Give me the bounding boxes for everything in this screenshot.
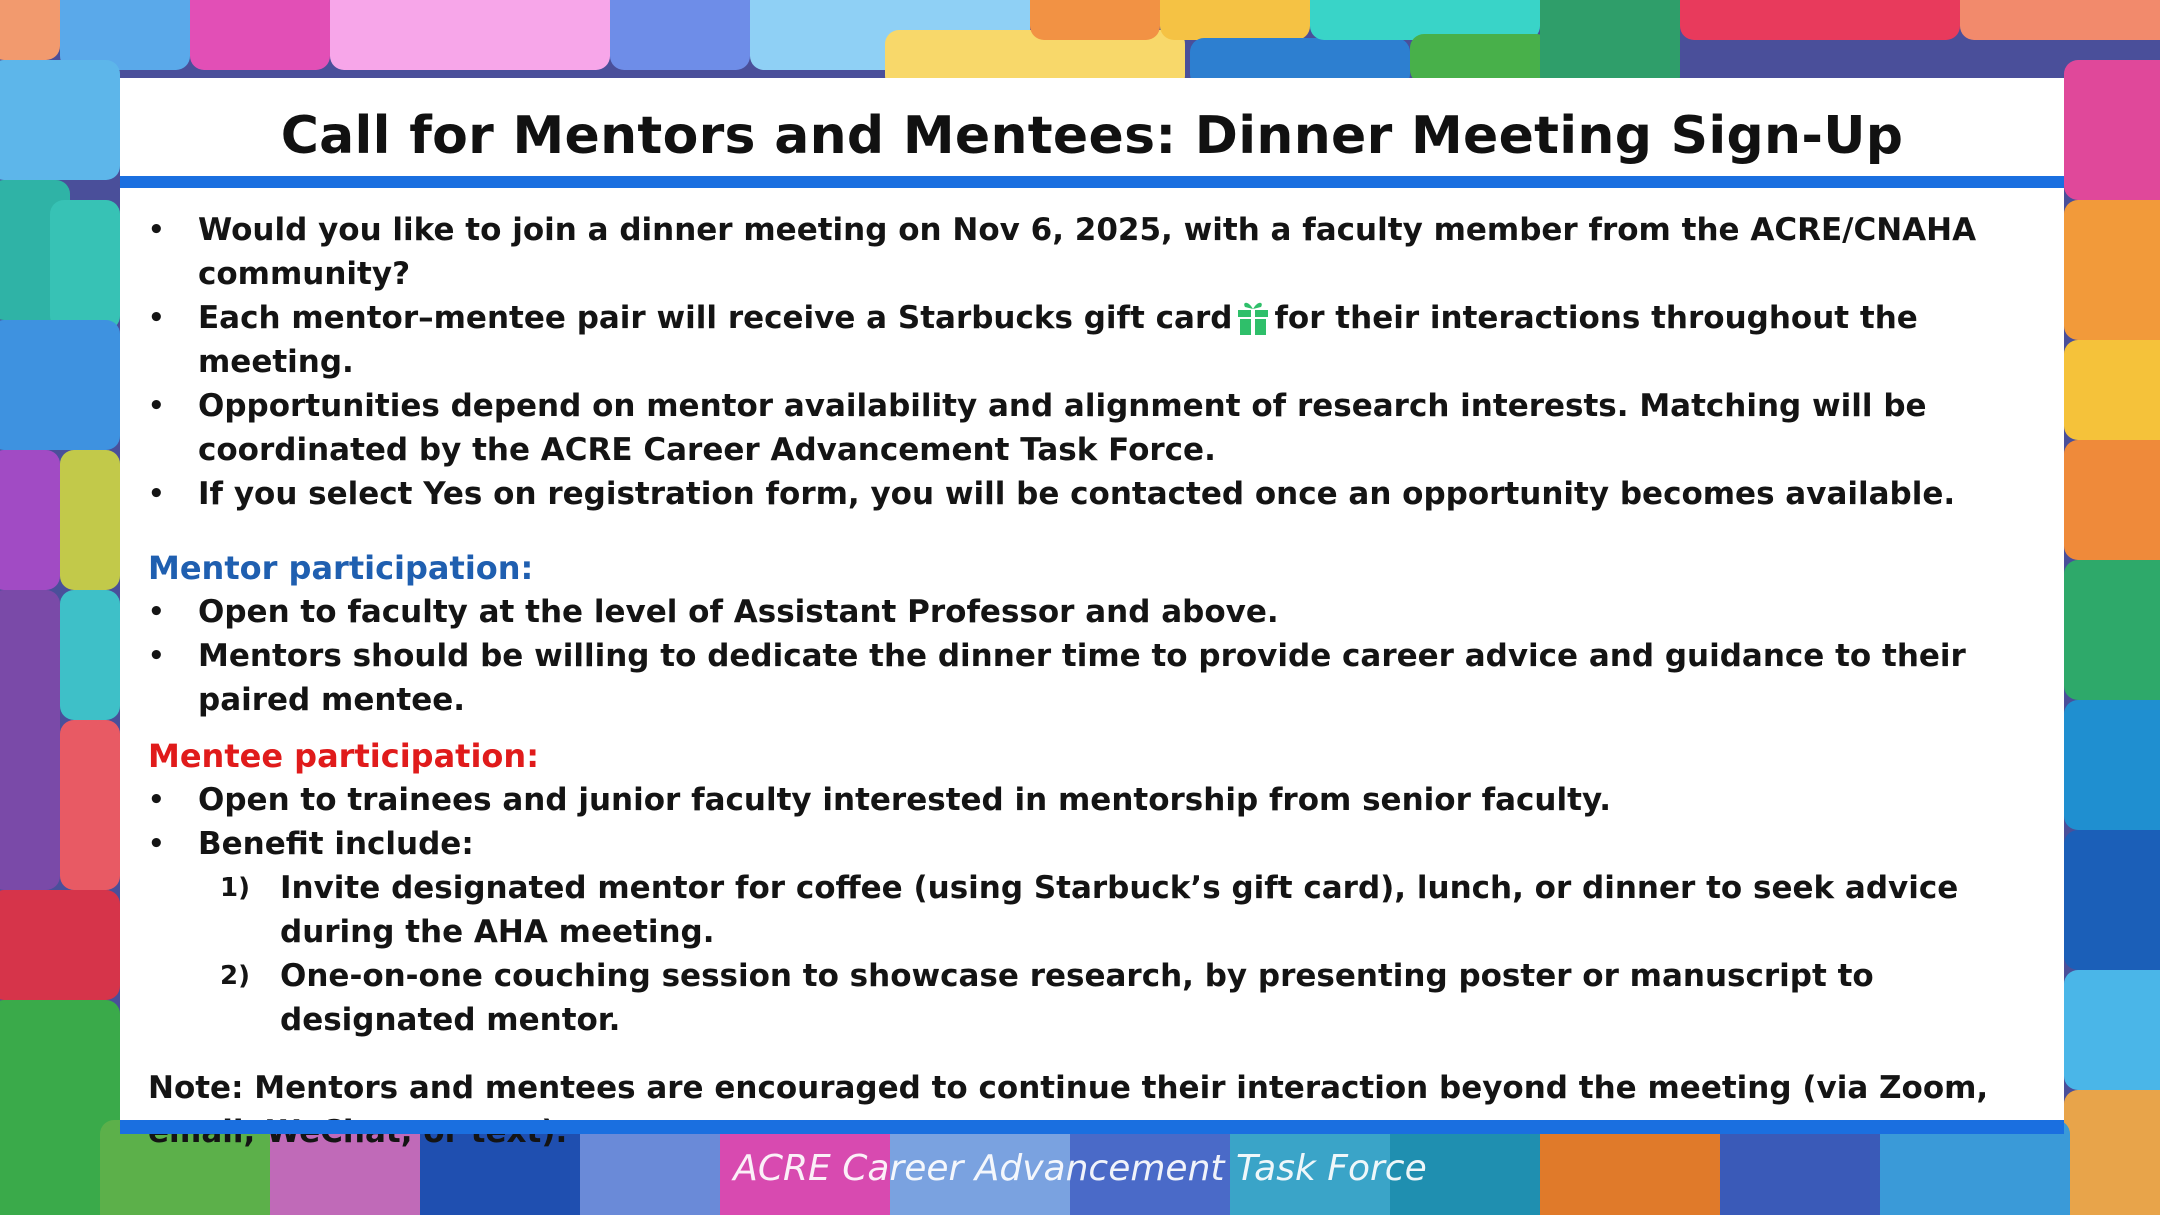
intro-bullet: [148, 296, 2048, 384]
announcement-body: [148, 208, 2048, 1154]
mentee-bullet: • Open to trainees and junior faculty interested in mentorship from senior faculty.: [148, 778, 2048, 822]
intro-bullet: • Would you like to join a dinner meeting on Nov 6, 2025, with a faculty member from the ACRE/CNAHA community?: [148, 208, 2048, 296]
mentee-heading: Mentee participation:: [148, 737, 539, 775]
benefit-text: One-on-one couching session to showcase research, by presenting poster or manuscript to designated mentor.: [280, 958, 1874, 1038]
benefit-number: 1): [220, 873, 250, 903]
intro-bullet: • If you select Yes on registration form, you will be contacted once an opportunity becomes available.: [148, 472, 2048, 516]
mentor-bullet: • Mentors should be willing to dedicate the dinner time to provide career advice and guidance to their paired mentee.: [148, 634, 2048, 722]
mentor-heading: Mentor participation:: [148, 549, 534, 587]
intro-bullet-text: for their interactions throughout the meeting.: [198, 300, 1918, 380]
announcement-card: [120, 78, 2064, 1120]
bottom-divider: [120, 1120, 2064, 1134]
gift-icon: [1236, 296, 1270, 340]
benefit-item: [148, 954, 2048, 1042]
mentee-bullet: • Benefit include:: [148, 822, 2048, 866]
page-title: Call for Mentors and Mentees: Dinner Meeting Sign-Up: [280, 106, 1904, 166]
intro-bullet-text: Each mentor–mentee pair will receive a Starbucks gift card: [198, 300, 1233, 336]
benefit-number: 2): [220, 961, 250, 991]
title-band: [120, 78, 2064, 174]
mentor-bullet: • Open to faculty at the level of Assistant Professor and above.: [148, 590, 2048, 634]
footer-credit: ACRE Career Advancement Task Force: [733, 1148, 1427, 1189]
benefit-text: Invite designated mentor for coffee (using Starbuck’s gift card), lunch, or dinner to seek advice during the AHA meeting.: [280, 870, 1959, 950]
benefit-item: [148, 866, 2048, 954]
intro-bullet: • Opportunities depend on mentor availability and alignment of research interests. Matching will be coordinated by the ACRE Career Advancement Task Force.: [148, 384, 2048, 472]
title-divider: [120, 176, 2064, 188]
note-text: Note: Mentors and mentees are encouraged to continue their interaction beyond the meeting (via Zoom,: [148, 1070, 1989, 1106]
